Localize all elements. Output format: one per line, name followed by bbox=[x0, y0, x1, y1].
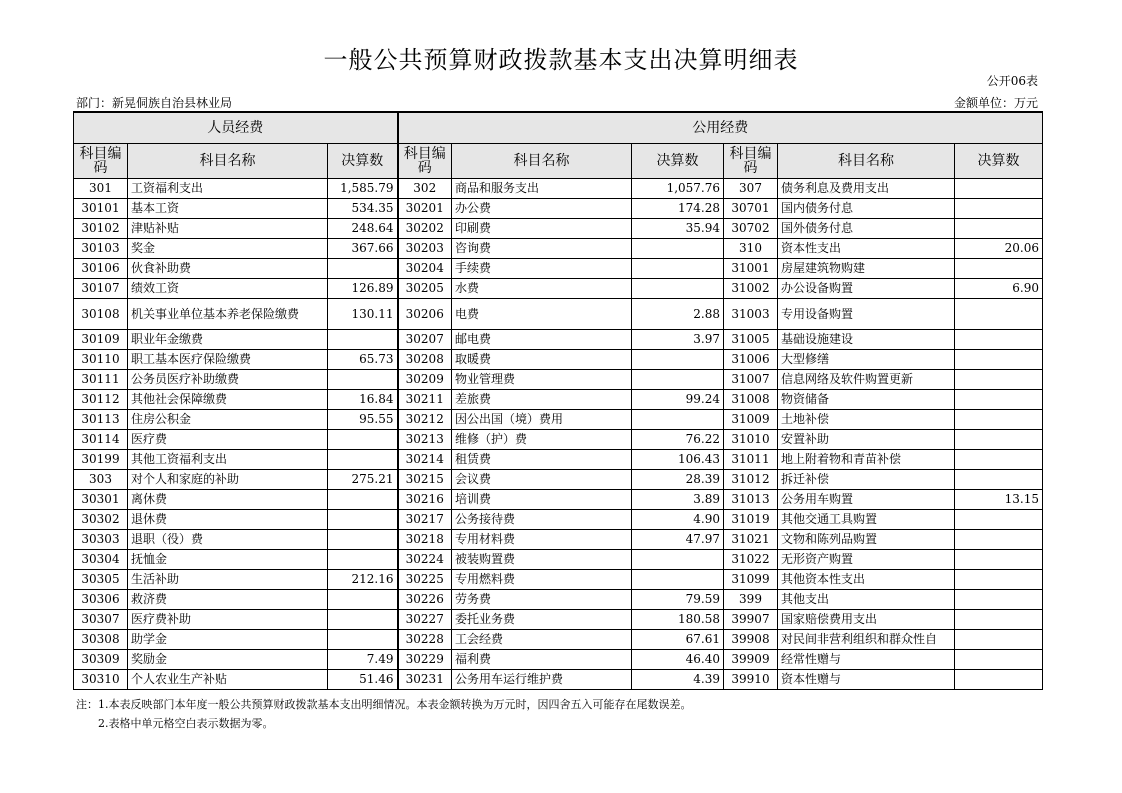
amount-cell bbox=[632, 550, 724, 570]
code-cell: 30102 bbox=[74, 219, 128, 239]
unit-label: 金额单位：万元 bbox=[953, 96, 1038, 110]
code-cell: 30113 bbox=[74, 410, 128, 430]
name-cell: 债务利息及费用支出 bbox=[778, 179, 955, 199]
name-cell: 工资福利支出 bbox=[128, 179, 328, 199]
amount-cell: 20.06 bbox=[955, 239, 1043, 259]
code-cell: 30217 bbox=[398, 510, 452, 530]
table-row bbox=[74, 450, 1043, 470]
code-cell: 39910 bbox=[724, 670, 778, 690]
name-cell: 其他交通工具购置 bbox=[778, 510, 955, 530]
header-name-1: 科目名称 bbox=[128, 144, 328, 179]
code-cell: 307 bbox=[724, 179, 778, 199]
name-cell: 其他支出 bbox=[778, 590, 955, 610]
header-amount-1: 决算数 bbox=[328, 144, 398, 179]
amount-cell bbox=[328, 450, 398, 470]
name-cell: 专用燃料费 bbox=[452, 570, 632, 590]
form-number: 公开06表 bbox=[986, 74, 1038, 88]
code-cell: 302 bbox=[398, 179, 452, 199]
table-row bbox=[74, 470, 1043, 490]
amount-cell: 534.35 bbox=[328, 199, 398, 219]
code-cell: 31005 bbox=[724, 330, 778, 350]
amount-cell bbox=[328, 510, 398, 530]
code-cell: 31011 bbox=[724, 450, 778, 470]
name-cell: 生活补助 bbox=[128, 570, 328, 590]
header-code-1: 科目编码 bbox=[74, 144, 128, 179]
code-cell: 30214 bbox=[398, 450, 452, 470]
name-cell: 租赁费 bbox=[452, 450, 632, 470]
amount-cell: 3.97 bbox=[632, 330, 724, 350]
code-cell: 31006 bbox=[724, 350, 778, 370]
name-cell: 维修（护）费 bbox=[452, 430, 632, 450]
name-cell: 大型修缮 bbox=[778, 350, 955, 370]
name-cell: 医疗费 bbox=[128, 430, 328, 450]
amount-cell bbox=[632, 570, 724, 590]
header-name-2: 科目名称 bbox=[452, 144, 632, 179]
code-cell: 30224 bbox=[398, 550, 452, 570]
name-cell: 福利费 bbox=[452, 650, 632, 670]
name-cell: 奖励金 bbox=[128, 650, 328, 670]
code-cell: 30216 bbox=[398, 490, 452, 510]
amount-cell: 1,585.79 bbox=[328, 179, 398, 199]
amount-cell: 1,057.76 bbox=[632, 179, 724, 199]
amount-cell bbox=[328, 370, 398, 390]
amount-cell: 35.94 bbox=[632, 219, 724, 239]
code-cell: 39909 bbox=[724, 650, 778, 670]
header-name-3: 科目名称 bbox=[778, 144, 955, 179]
name-cell: 其他资本性支出 bbox=[778, 570, 955, 590]
amount-cell: 367.66 bbox=[328, 239, 398, 259]
table-row bbox=[74, 299, 1043, 330]
amount-cell bbox=[632, 239, 724, 259]
amount-cell: 28.39 bbox=[632, 470, 724, 490]
name-cell: 商品和服务支出 bbox=[452, 179, 632, 199]
code-cell: 310 bbox=[724, 239, 778, 259]
name-cell: 培训费 bbox=[452, 490, 632, 510]
group-public: 公用经费 bbox=[398, 112, 1043, 144]
header-amount-3: 决算数 bbox=[955, 144, 1043, 179]
amount-cell bbox=[328, 430, 398, 450]
amount-cell: 79.59 bbox=[632, 590, 724, 610]
amount-cell: 126.89 bbox=[328, 279, 398, 299]
code-cell: 30207 bbox=[398, 330, 452, 350]
amount-cell bbox=[955, 470, 1043, 490]
amount-cell bbox=[328, 330, 398, 350]
amount-cell bbox=[955, 570, 1043, 590]
code-cell: 30206 bbox=[398, 299, 452, 330]
name-cell: 房屋建筑物购建 bbox=[778, 259, 955, 279]
code-cell: 30213 bbox=[398, 430, 452, 450]
amount-cell bbox=[955, 450, 1043, 470]
name-cell: 公务员医疗补助缴费 bbox=[128, 370, 328, 390]
code-cell: 31022 bbox=[724, 550, 778, 570]
code-cell: 31002 bbox=[724, 279, 778, 299]
code-cell: 30205 bbox=[398, 279, 452, 299]
name-cell: 退职（役）费 bbox=[128, 530, 328, 550]
code-cell: 30215 bbox=[398, 470, 452, 490]
amount-cell: 95.55 bbox=[328, 410, 398, 430]
amount-cell: 76.22 bbox=[632, 430, 724, 450]
code-cell: 30231 bbox=[398, 670, 452, 690]
name-cell: 国家赔偿费用支出 bbox=[778, 610, 955, 630]
name-cell: 资本性赠与 bbox=[778, 670, 955, 690]
code-cell: 30307 bbox=[74, 610, 128, 630]
code-cell: 30701 bbox=[724, 199, 778, 219]
amount-cell: 99.24 bbox=[632, 390, 724, 410]
amount-cell bbox=[955, 390, 1043, 410]
code-cell: 31019 bbox=[724, 510, 778, 530]
amount-cell bbox=[955, 330, 1043, 350]
code-cell: 30204 bbox=[398, 259, 452, 279]
name-cell: 水费 bbox=[452, 279, 632, 299]
amount-cell bbox=[955, 550, 1043, 570]
amount-cell: 130.11 bbox=[328, 299, 398, 330]
amount-cell bbox=[955, 179, 1043, 199]
name-cell: 对民间非营利组织和群众性自 bbox=[778, 630, 955, 650]
name-cell: 公务用车购置 bbox=[778, 490, 955, 510]
amount-cell: 47.97 bbox=[632, 530, 724, 550]
name-cell: 津贴补贴 bbox=[128, 219, 328, 239]
name-cell: 信息网络及软件购置更新 bbox=[778, 370, 955, 390]
expenditure-table bbox=[73, 111, 1043, 690]
name-cell: 取暖费 bbox=[452, 350, 632, 370]
note-2: 2.表格中单元格空白表示数据为零。 bbox=[98, 717, 274, 730]
code-cell: 30228 bbox=[398, 630, 452, 650]
code-cell: 39908 bbox=[724, 630, 778, 650]
code-cell: 30310 bbox=[74, 670, 128, 690]
code-cell: 30211 bbox=[398, 390, 452, 410]
table-row bbox=[74, 370, 1043, 390]
name-cell: 安置补助 bbox=[778, 430, 955, 450]
code-cell: 30101 bbox=[74, 199, 128, 219]
code-cell: 31012 bbox=[724, 470, 778, 490]
amount-cell bbox=[632, 350, 724, 370]
table-row bbox=[74, 570, 1043, 590]
name-cell: 救济费 bbox=[128, 590, 328, 610]
name-cell: 地上附着物和青苗补偿 bbox=[778, 450, 955, 470]
table-row bbox=[74, 670, 1043, 690]
code-cell: 30114 bbox=[74, 430, 128, 450]
table-row bbox=[74, 590, 1043, 610]
amount-cell bbox=[955, 430, 1043, 450]
name-cell: 奖金 bbox=[128, 239, 328, 259]
name-cell: 物资储备 bbox=[778, 390, 955, 410]
name-cell: 无形资产购置 bbox=[778, 550, 955, 570]
name-cell: 离休费 bbox=[128, 490, 328, 510]
amount-cell bbox=[632, 259, 724, 279]
amount-cell: 3.89 bbox=[632, 490, 724, 510]
code-cell: 31021 bbox=[724, 530, 778, 550]
name-cell: 印刷费 bbox=[452, 219, 632, 239]
amount-cell: 13.15 bbox=[955, 490, 1043, 510]
amount-cell bbox=[955, 630, 1043, 650]
name-cell: 对个人和家庭的补助 bbox=[128, 470, 328, 490]
code-cell: 30301 bbox=[74, 490, 128, 510]
amount-cell: 7.49 bbox=[328, 650, 398, 670]
code-cell: 31003 bbox=[724, 299, 778, 330]
table-row bbox=[74, 550, 1043, 570]
amount-cell bbox=[632, 410, 724, 430]
name-cell: 电费 bbox=[452, 299, 632, 330]
code-cell: 30110 bbox=[74, 350, 128, 370]
name-cell: 办公费 bbox=[452, 199, 632, 219]
name-cell: 被装购置费 bbox=[452, 550, 632, 570]
amount-cell bbox=[955, 650, 1043, 670]
name-cell: 咨询费 bbox=[452, 239, 632, 259]
name-cell: 职工基本医疗保险缴费 bbox=[128, 350, 328, 370]
table-row bbox=[74, 530, 1043, 550]
code-cell: 30199 bbox=[74, 450, 128, 470]
amount-cell bbox=[955, 610, 1043, 630]
code-cell: 30106 bbox=[74, 259, 128, 279]
code-cell: 30108 bbox=[74, 299, 128, 330]
name-cell: 劳务费 bbox=[452, 590, 632, 610]
code-cell: 30304 bbox=[74, 550, 128, 570]
amount-cell: 212.16 bbox=[328, 570, 398, 590]
code-cell: 30212 bbox=[398, 410, 452, 430]
code-cell: 30229 bbox=[398, 650, 452, 670]
code-cell: 30218 bbox=[398, 530, 452, 550]
code-cell: 399 bbox=[724, 590, 778, 610]
code-cell: 303 bbox=[74, 470, 128, 490]
table-row bbox=[74, 350, 1043, 370]
code-cell: 30702 bbox=[724, 219, 778, 239]
name-cell: 伙食补助费 bbox=[128, 259, 328, 279]
department-label: 部门：新晃侗族自治县林业局 bbox=[76, 96, 233, 110]
amount-cell: 106.43 bbox=[632, 450, 724, 470]
table-row bbox=[74, 259, 1043, 279]
code-cell: 31007 bbox=[724, 370, 778, 390]
table-row bbox=[74, 330, 1043, 350]
name-cell: 国外债务付息 bbox=[778, 219, 955, 239]
amount-cell bbox=[328, 530, 398, 550]
amount-cell: 65.73 bbox=[328, 350, 398, 370]
name-cell: 职业年金缴费 bbox=[128, 330, 328, 350]
header-amount-2: 决算数 bbox=[632, 144, 724, 179]
name-cell: 机关事业单位基本养老保险缴费 bbox=[128, 299, 328, 330]
table-row bbox=[74, 179, 1043, 199]
amount-cell bbox=[328, 259, 398, 279]
table-row bbox=[74, 610, 1043, 630]
code-cell: 31010 bbox=[724, 430, 778, 450]
name-cell: 土地补偿 bbox=[778, 410, 955, 430]
header-code-3: 科目编码 bbox=[724, 144, 778, 179]
amount-cell bbox=[955, 590, 1043, 610]
amount-cell bbox=[955, 219, 1043, 239]
table-row bbox=[74, 390, 1043, 410]
code-cell: 31099 bbox=[724, 570, 778, 590]
name-cell: 助学金 bbox=[128, 630, 328, 650]
amount-cell: 275.21 bbox=[328, 470, 398, 490]
note-1: 注：1.本表反映部门本年度一般公共预算财政拨款基本支出明细情况。本表金额转换为万元时，因四舍五入可能存在尾数误差。 bbox=[76, 698, 692, 711]
name-cell: 国内债务付息 bbox=[778, 199, 955, 219]
name-cell: 经常性赠与 bbox=[778, 650, 955, 670]
code-cell: 30107 bbox=[74, 279, 128, 299]
amount-cell bbox=[955, 350, 1043, 370]
code-cell: 30201 bbox=[398, 199, 452, 219]
code-cell: 30225 bbox=[398, 570, 452, 590]
header-code-2: 科目编码 bbox=[398, 144, 452, 179]
name-cell: 其他工资福利支出 bbox=[128, 450, 328, 470]
amount-cell: 4.90 bbox=[632, 510, 724, 530]
name-cell: 物业管理费 bbox=[452, 370, 632, 390]
amount-cell bbox=[955, 199, 1043, 219]
name-cell: 抚恤金 bbox=[128, 550, 328, 570]
amount-cell: 67.61 bbox=[632, 630, 724, 650]
code-cell: 30208 bbox=[398, 350, 452, 370]
amount-cell: 6.90 bbox=[955, 279, 1043, 299]
code-cell: 31013 bbox=[724, 490, 778, 510]
amount-cell bbox=[955, 410, 1043, 430]
name-cell: 退休费 bbox=[128, 510, 328, 530]
column-header-row bbox=[74, 144, 1043, 179]
amount-cell bbox=[955, 530, 1043, 550]
name-cell: 差旅费 bbox=[452, 390, 632, 410]
table-row bbox=[74, 430, 1043, 450]
table-row bbox=[74, 239, 1043, 259]
code-cell: 31009 bbox=[724, 410, 778, 430]
code-cell: 31001 bbox=[724, 259, 778, 279]
amount-cell bbox=[955, 370, 1043, 390]
name-cell: 邮电费 bbox=[452, 330, 632, 350]
code-cell: 30226 bbox=[398, 590, 452, 610]
table-row bbox=[74, 279, 1043, 299]
code-cell: 31008 bbox=[724, 390, 778, 410]
table-row bbox=[74, 490, 1043, 510]
code-cell: 30209 bbox=[398, 370, 452, 390]
amount-cell: 180.58 bbox=[632, 610, 724, 630]
amount-cell bbox=[328, 630, 398, 650]
name-cell: 因公出国（境）费用 bbox=[452, 410, 632, 430]
name-cell: 专用材料费 bbox=[452, 530, 632, 550]
amount-cell: 46.40 bbox=[632, 650, 724, 670]
group-personnel: 人员经费 bbox=[74, 112, 398, 144]
table-row bbox=[74, 410, 1043, 430]
code-cell: 30306 bbox=[74, 590, 128, 610]
table-row bbox=[74, 650, 1043, 670]
name-cell: 文物和陈列品购置 bbox=[778, 530, 955, 550]
name-cell: 其他社会保障缴费 bbox=[128, 390, 328, 410]
amount-cell bbox=[955, 299, 1043, 330]
name-cell: 住房公积金 bbox=[128, 410, 328, 430]
code-cell: 30112 bbox=[74, 390, 128, 410]
name-cell: 个人农业生产补贴 bbox=[128, 670, 328, 690]
code-cell: 30203 bbox=[398, 239, 452, 259]
amount-cell bbox=[955, 510, 1043, 530]
name-cell: 委托业务费 bbox=[452, 610, 632, 630]
amount-cell bbox=[955, 670, 1043, 690]
code-cell: 30309 bbox=[74, 650, 128, 670]
name-cell: 基础设施建设 bbox=[778, 330, 955, 350]
amount-cell bbox=[328, 590, 398, 610]
name-cell: 办公设备购置 bbox=[778, 279, 955, 299]
code-cell: 30308 bbox=[74, 630, 128, 650]
name-cell: 拆迁补偿 bbox=[778, 470, 955, 490]
amount-cell bbox=[328, 550, 398, 570]
table-row bbox=[74, 630, 1043, 650]
table-row bbox=[74, 510, 1043, 530]
code-cell: 39907 bbox=[724, 610, 778, 630]
name-cell: 资本性支出 bbox=[778, 239, 955, 259]
group-header-row bbox=[74, 112, 1043, 144]
name-cell: 会议费 bbox=[452, 470, 632, 490]
amount-cell bbox=[632, 279, 724, 299]
amount-cell bbox=[955, 259, 1043, 279]
code-cell: 30103 bbox=[74, 239, 128, 259]
code-cell: 30202 bbox=[398, 219, 452, 239]
name-cell: 基本工资 bbox=[128, 199, 328, 219]
amount-cell bbox=[328, 610, 398, 630]
name-cell: 绩效工资 bbox=[128, 279, 328, 299]
notes bbox=[76, 695, 692, 733]
code-cell: 30109 bbox=[74, 330, 128, 350]
amount-cell: 4.39 bbox=[632, 670, 724, 690]
code-cell: 301 bbox=[74, 179, 128, 199]
name-cell: 工会经费 bbox=[452, 630, 632, 650]
name-cell: 医疗费补助 bbox=[128, 610, 328, 630]
name-cell: 公务接待费 bbox=[452, 510, 632, 530]
name-cell: 专用设备购置 bbox=[778, 299, 955, 330]
table-row bbox=[74, 219, 1043, 239]
code-cell: 30305 bbox=[74, 570, 128, 590]
page-title: 一般公共预算财政拨款基本支出决算明细表 bbox=[323, 46, 799, 74]
amount-cell bbox=[328, 490, 398, 510]
amount-cell: 16.84 bbox=[328, 390, 398, 410]
code-cell: 30302 bbox=[74, 510, 128, 530]
amount-cell bbox=[632, 370, 724, 390]
amount-cell: 51.46 bbox=[328, 670, 398, 690]
amount-cell: 174.28 bbox=[632, 199, 724, 219]
code-cell: 30227 bbox=[398, 610, 452, 630]
code-cell: 30111 bbox=[74, 370, 128, 390]
amount-cell: 248.64 bbox=[328, 219, 398, 239]
table-row bbox=[74, 199, 1043, 219]
code-cell: 30303 bbox=[74, 530, 128, 550]
name-cell: 公务用车运行维护费 bbox=[452, 670, 632, 690]
name-cell: 手续费 bbox=[452, 259, 632, 279]
amount-cell: 2.88 bbox=[632, 299, 724, 330]
